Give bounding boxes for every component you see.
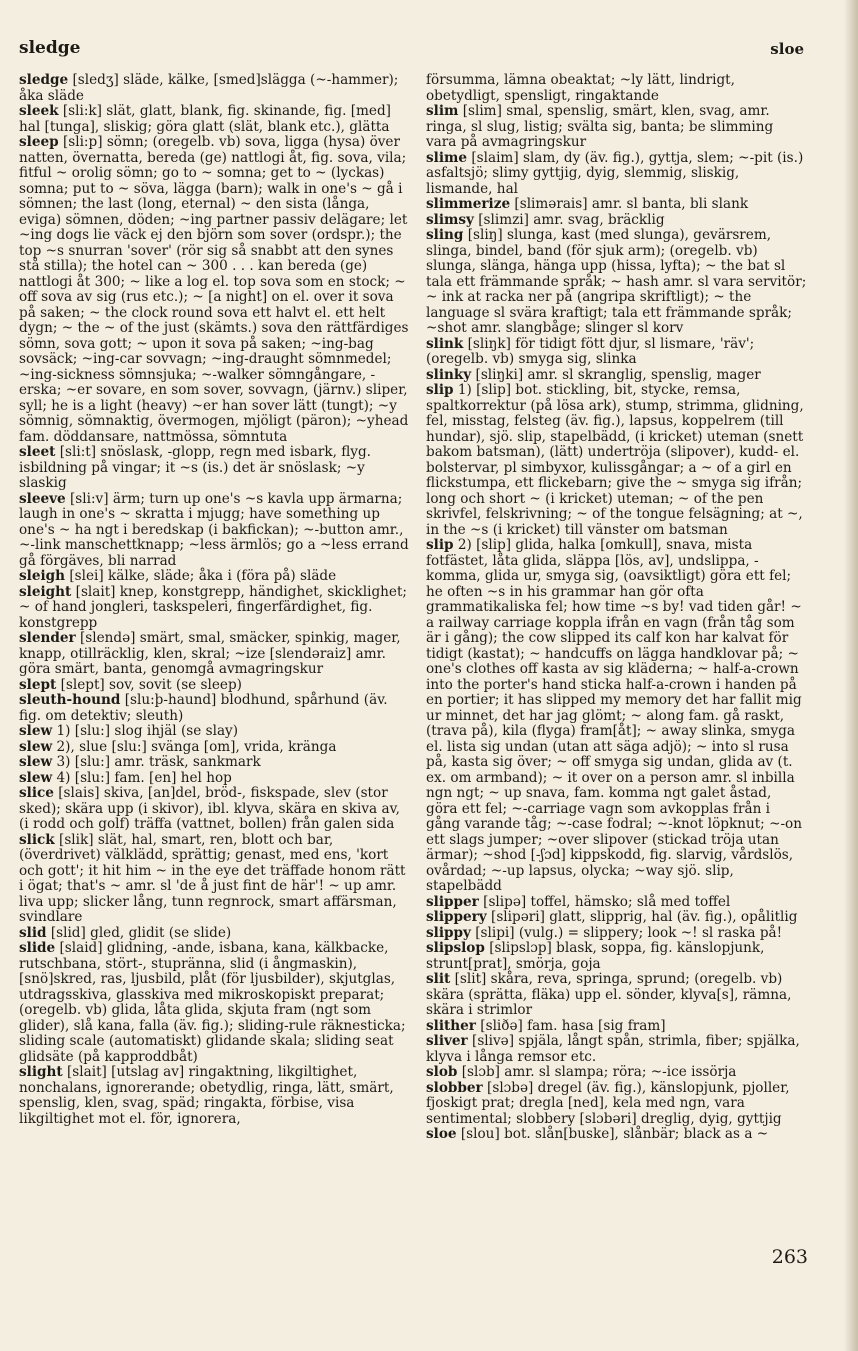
headword: slipslop — [426, 940, 485, 956]
dictionary-entry — [426, 1034, 807, 1065]
definition-text: [slim] smal, spenslig, smärt, klen, svag, amr. ringa, sl slug, listig; svälta sig, banta; be slimming vara på avmagringskur — [426, 103, 774, 150]
headword: slimsy — [426, 211, 474, 228]
page-edge-shadow — [844, 0, 858, 1351]
dictionary-entry — [19, 926, 412, 942]
definition-text: [slit] skåra, reva, springa, sprund; (oregelb. vb) skära (sprätta, fläka) upp el. sönder, klyva[s], rämna, skära i strimlor — [426, 971, 792, 1018]
dictionary-entry — [426, 197, 807, 213]
right-guide-word: sloe — [770, 40, 804, 58]
dictionary-entry — [426, 73, 807, 104]
headword: slew — [19, 723, 53, 739]
dictionary-entry — [426, 368, 807, 384]
headword: slick — [19, 831, 55, 848]
dictionary-entry — [19, 724, 412, 740]
headword: sledge — [19, 73, 69, 88]
definition-text: 1) [slu:] slog ihjäl (se slay) — [56, 723, 239, 739]
headword: slippery — [426, 909, 487, 925]
dictionary-entry — [19, 1065, 412, 1127]
definition-text: [sliðə] fam. hasa [sig fram] — [480, 1017, 666, 1034]
headword: sleet — [19, 444, 56, 460]
dictionary-entry — [19, 755, 412, 771]
dictionary-entry — [19, 73, 412, 104]
definition-text: [slu:þ-haund] blodhund, spårhund (äv. fig. om detektiv; sleuth) — [19, 692, 388, 724]
dictionary-entry — [19, 631, 412, 678]
dictionary-entry — [426, 941, 807, 972]
dictionary-entry — [19, 569, 412, 585]
headword: slime — [426, 149, 468, 166]
definition-text: [slait] knep, konstgrepp, händighet, skicklighet; ~ of hand jongleri, taskspeleri, fingerfärdighet, fig. konstgrepp — [19, 583, 408, 631]
dictionary-entry — [19, 445, 412, 492]
dictionary-entry — [19, 678, 412, 694]
headword: slid — [19, 924, 47, 941]
headword: sliver — [426, 1033, 468, 1049]
definition-text: [sliŋk] för tidigt fött djur, sl lismare, 'räv'; (oregelb. vb) smyga sig, slinka — [426, 335, 755, 367]
headword: slender — [19, 630, 76, 646]
headword: slight — [19, 1064, 63, 1080]
dictionary-entry — [426, 151, 807, 198]
definition-text: [sli:v] ärm; turn up one's ~s kavla upp ärmarna; laugh in one's ~ skratta i mjugg; have something up one's ~ ha ngt i beredskap (i bakfickan); ~-button amr., ~-link manschettknapp; ~less ärmlös; go a ~less errand gå förgäves, bli narrad — [19, 490, 409, 569]
headword: sleuth-hound — [19, 692, 121, 708]
left-column — [19, 73, 412, 1271]
dictionary-entry — [426, 104, 807, 151]
headword: slim — [426, 103, 459, 119]
headword: slinky — [426, 366, 472, 383]
definition-text: [slendə] smärt, smal, smäcker, spinkig, mager, knapp, otillräcklig, klen, skral; ~ize [slendəraiz] amr. göra smärt, banta, genomgå avmagringskur — [19, 630, 401, 677]
definition-text: [slept] sov, sovit (se sleep) — [60, 676, 242, 693]
definition-text: [slait] [utslag av] ringaktning, likgiltighet, nonchalans, ignorerande; obetydlig, ringa, lätt, smärt, spenslig, klen, svag, späd; ringakta, förbise, visa likgiltighet mot el. för, ignorera, — [19, 1064, 394, 1127]
definition-text: försumma, lämna obeaktat; ~ly lätt, lindrigt, obetydligt, spensligt, ringaktande — [426, 73, 735, 104]
dictionary-entry — [19, 135, 412, 445]
definition-text: [sledʒ] släde, kälke, [smed]slägga (~-hammer); åka släde — [19, 73, 399, 104]
headword: slip — [426, 382, 454, 398]
headword: slew — [19, 769, 53, 786]
dictionary-entry — [19, 693, 412, 724]
definition-text: 3) [slu:] amr. träsk, sankmark — [56, 754, 261, 770]
definition-text: [slimzi] amr. svag, bräcklig — [478, 211, 665, 228]
definition-text: [sliŋki] amr. sl skranglig, spenslig, mager — [475, 366, 761, 383]
dictionary-entry — [426, 538, 807, 895]
definition-text: [slipə] toffel, hämsko; slå med toffel — [483, 893, 731, 910]
definition-text: [slipəri] glatt, slipprig, hal (äv. fig.), opålitlig — [491, 909, 798, 925]
headword: sleight — [19, 583, 72, 600]
definition-text: [slipslɔp] blask, soppa, fig. känslopjunk, strunt[prat], smörja, goja — [426, 940, 765, 972]
headword: slide — [19, 940, 56, 956]
definition-text: [slɔbə] dregel (äv. fig.), känslopjunk, pjoller, fjoskigt prat; dregla [ned], kela med ngn, vara sentimental; slobbery [slɔbəri] dreglig, dyig, gyttjig — [426, 1079, 790, 1127]
definition-text: 4) [slu:] fam. [en] hel hop — [56, 769, 232, 786]
headword: slit — [426, 971, 451, 987]
definition-text: [slik] slät, hal, smart, ren, blott och bar, (överdrivet) välklädd, sprättig; genast, med ens, 'kort och gott'; it hit him ~ in the eye det träffade honom rätt i ögat; that's ~ amr. sl 'de å just fint de här'! ~ up amr. liva upp; slicker lång, tunn regnrock, smart affärsman, svindlare — [19, 831, 406, 925]
headword: slept — [19, 676, 57, 693]
headword: slice — [19, 785, 54, 801]
dictionary-entry — [426, 972, 807, 1019]
dictionary-entry — [19, 492, 412, 570]
definition-text: 2) [slip] glida, halka [omkull], snava, mista fotfästet, låta glida, släppa [lös, av], undslippa, -komma, glida ur, smyga sig, (oavsiktligt) göra ett fel; he often ~s in his grammar han gör ofta grammatikaliska fel; how time ~s by! vad tiden går! ~ a railway carriage koppla ifrån en vagn (från tåg som är i gång); the cow slipped its calf kon har kalvat för tidigt (kastat); ~ handcuffs on lägga handklovar på; ~ one's clothes off kasta av sig kläderna; ~ half-a-crown into the porter's hand sticka half-a-crown i handen på en portier; it has slipped my memory det har fallit mig ur minnet, det har jag glömt; ~ along fam. gå raskt, (trava på), kila (flyga) fram[åt]; ~ away slinka, smyga el. lista sig undan (utan att säga adjö); ~ into sl rusa på, kasta sig över; ~ off smyga sig undan, glida av (t. ex. om armband); ~ it over on a person amr. sl inbilla ngn ngt; ~ up snava, fam. komma ngt galet åstad, göra ett fel; ~-carriage vagn som avkopplas från i gång varande tåg; ~-case fodral; ~-knot löpknut; ~-on ett slags jumper; ~over slipover (stickad tröja utan ärmar); ~shod [-ʃɔd] kippskodd, fig. slarvig, vårdslös, ovårdad; ~-up lapsus, olycka; ~way sjö. slip, stapelbädd — [426, 537, 802, 894]
definition-text: [sli:p] sömn; (oregelb. vb) sova, ligga (hysa) över natten, övernatta, bereda (ge) nattlogi åt, fig. sova, vila; fitful ~ orolig sömn; go to ~ somna; get to ~ (lyckas) somna; put to ~ söva, lägga (barn); walk in one's ~ gå i sömnen; the last (long, eternal) ~ den sista (långa, eviga) sömnen, döden; ~ing partner passiv delägare; let ~ing dogs lie väck ej den björn som sover (ordspr.); the top ~s snurran 'sover' (rör sig så snabbt att den synes stå stilla); the hotel can ~ 300 . . . kan bereda (ge) nattlogi åt 300; ~ like a log el. top sova som en stock; ~ off sova av sig (rus etc.); ~ [a night] on el. over it sova på saken; ~ the clock round sova ett halvt el. ett helt dygn; ~ the ~ of the just (skämts.) sova den rättfärdiges sömn, sova gott; ~ upon it sova på saken; ~ing-bag sovsäck; ~ing-car sovvagn; ~ing-draught sömnmedel; ~ing-sickness sömnsjuka; ~-walker sömngångare, -erska; ~er sovare, en som sover, sovvagn, (järnv.) sliper, syll; he is a light (heavy) ~er han sover lätt (tungt); ~y sömnig, sömnaktig, övermogen, mjöligt (päron); ~yhead fam. döddansare, nattmössa, sömntuta — [19, 134, 409, 445]
dictionary-entry — [19, 941, 412, 1065]
left-guide-word: sledge — [19, 38, 81, 58]
headword: slink — [426, 335, 464, 352]
dictionary-entry — [426, 337, 807, 368]
definition-text: [slivə] spjäla, långt spån, strimla, fiber; spjälka, klyva i långa remsor etc. — [426, 1033, 800, 1065]
headword: sling — [426, 227, 464, 243]
definition-text: [slais] skiva, [an]del, bröd-, fiskspade, slev (stor sked); skära upp (i skivor), ibl. klyva, skära en skiva av, (i rodd och golf) träffa (vattnet, bollen) från galen sida — [19, 785, 400, 832]
definition-text: [slid] gled, glidit (se slide) — [50, 924, 232, 941]
definition-text: [sli:t] snöslask, -glopp, regn med isbark, flyg. isbildning på vingar; it ~s (is.) det är snöslask; ~y slaskig — [19, 444, 372, 491]
headword: slither — [426, 1017, 476, 1034]
headword: slimmerize — [426, 196, 511, 212]
headword: slew — [19, 738, 53, 755]
dictionary-entry — [19, 771, 412, 787]
headword: slipper — [426, 893, 479, 910]
dictionary-entry — [19, 786, 412, 833]
dictionary-entry — [426, 910, 807, 926]
headword: slob — [426, 1064, 458, 1080]
dictionary-entry — [19, 104, 412, 135]
dictionary-entry — [426, 228, 807, 337]
definition-text: [sli:k] slät, glatt, blank, fig. skinande, fig. [med] hal [tunga], sliskig; göra glatt (slät, blank etc.), glätta — [19, 103, 391, 135]
definition-text: [slaid] glidning, -ande, isbana, kana, kälkbacke, rutschbana, stört-, stupränna, slid (i ångmaskin), [snö]skred, ras, ljusbild, plåt (för ljusbilder), skjutglas, utdragsskiva, glasskiva med mikroskopiskt preparat; (oregelb. vb) glida, låta glida, skjuta fram (ngt som glider), slå kana, falla (äv. fig.); sliding-rule räknesticka; sliding scale (automatiskt) glidande skala; sliding seat glidsäte (på kapproddbåt) — [19, 940, 406, 1065]
dictionary-entry — [426, 1019, 807, 1035]
dictionary-entry — [426, 895, 807, 911]
dictionary-entry — [19, 585, 412, 632]
dictionary-entry — [426, 926, 807, 942]
headword: sleep — [19, 134, 59, 150]
definition-text: 1) [slip] bot. stickling, bit, stycke, remsa, spaltkorrektur (på lösa ark), stump, strimma, glidning, fel, misstag, felsteg (äv. fig.), lapsus, koppelrem (till hundar), sjö. slip, stapelbädd, (i kricket) uteman (snett bakom batsman), (lätt) undertröja (slipover), kudd- el. bolstervar, pl simbyxor, kulissgångar; a ~ of a girl en flickstumpa, ett flickebarn; give the ~ smyga sig ifrån; long och short ~ (i kricket) uteman; ~ of the pen skrivfel, felskrivning; ~ of the tongue felsägning; at ~, in the ~s (i kricket) till vänster om batsman — [426, 382, 804, 538]
dictionary-entry — [19, 740, 412, 756]
headword: sloe — [426, 1126, 457, 1142]
headword: sleek — [19, 103, 59, 119]
definition-text: [sliŋ] slunga, kast (med slunga), gevärsrem, slinga, bindel, band (för sjuk arm); (oregelb. vb) slunga, slänga, hänga upp (hissa, lyfta); ~ the bat sl tala ett främmande språk; ~ hash amr. sl vara servitör; ~ ink at racka ner på (angripa skriftligt); ~ the language sl svära kraftigt; tala ett främmande språk; ~shot amr. slangbåge; slinger sl korv — [426, 227, 807, 336]
definition-text: [slei] kälke, släde; åka i (föra på) släde — [69, 568, 337, 584]
definition-text: [slipi] (vulg.) = slippery; look ~! sl raska på! — [475, 924, 783, 941]
headword: slippy — [426, 924, 471, 941]
definition-text: [slimərais] amr. sl banta, bli slank — [514, 196, 749, 212]
dictionary-entry — [426, 1081, 807, 1128]
definition-text: [slɔb] amr. sl slampa; röra; ~-ice issörja — [461, 1064, 737, 1080]
headword: slip — [426, 537, 454, 553]
headword: slew — [19, 754, 53, 770]
headword: sleigh — [19, 568, 66, 584]
right-column — [426, 73, 807, 1233]
definition-text: [slou] bot. slån[buske], slånbär; black as a ~ — [460, 1126, 769, 1142]
headword: slobber — [426, 1079, 483, 1096]
dictionary-entry — [426, 1127, 807, 1143]
headword: sleeve — [19, 490, 66, 507]
dictionary-entry — [426, 383, 807, 538]
dictionary-entry — [426, 213, 807, 229]
definition-text: [slaim] slam, dy (äv. fig.), gyttja, slem; ~-pit (is.) asfaltsjö; slimy gyttjig, dyig, slemmig, sliskig, lismande, hal — [426, 149, 804, 197]
definition-text: 2), slue [slu:] svänga [om], vrida, kränga — [56, 738, 337, 755]
dictionary-entry — [426, 1065, 807, 1081]
dictionary-entry — [19, 833, 412, 926]
page-number: 263 — [771, 1246, 808, 1268]
